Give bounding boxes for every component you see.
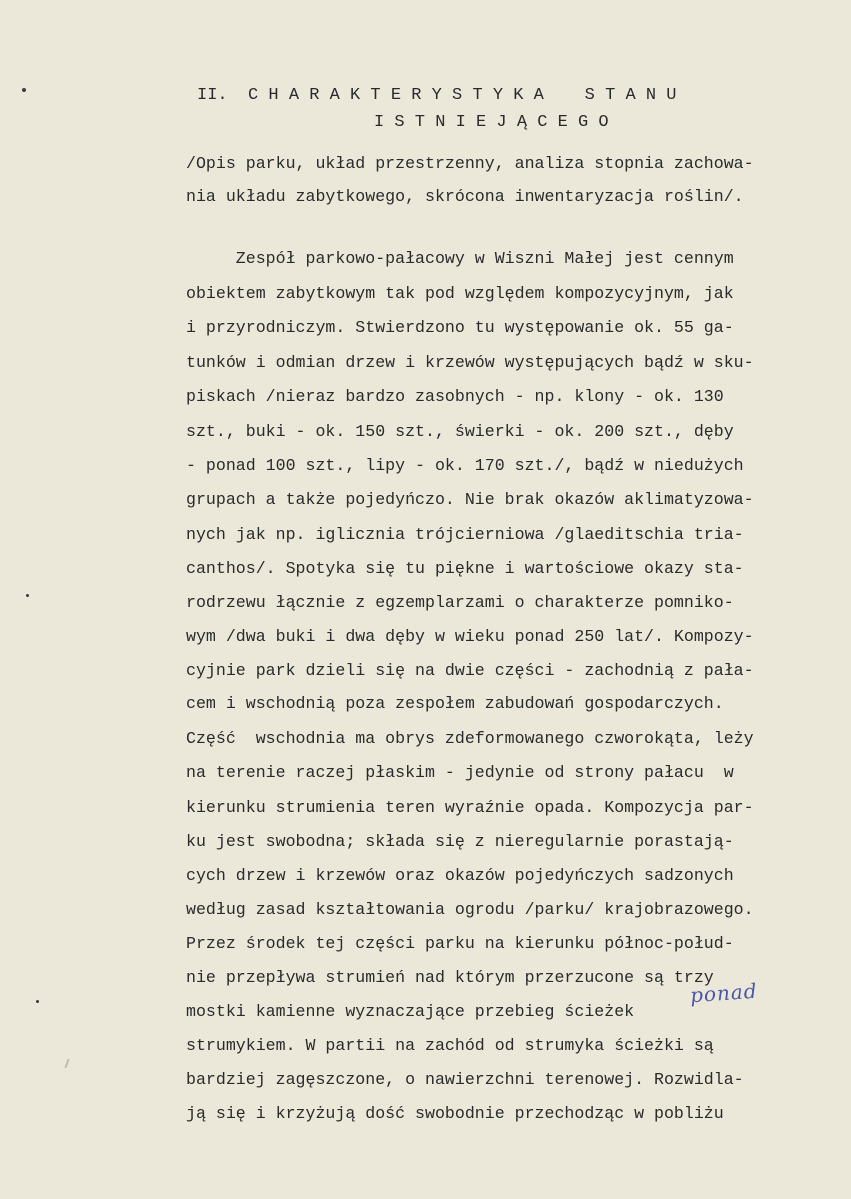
subtitle-line: nia układu zabytkowego, skrócona inwentaryzacja roślin/. <box>186 187 744 206</box>
paragraph-line: canthos/. Spotyka się tu piękne i wartościowe okazy sta- <box>186 559 744 578</box>
paragraph-line: cem i wschodnią poza zespołem zabudowań gospodarczych. <box>186 694 724 713</box>
margin-mark <box>22 88 26 92</box>
paragraph-line: obiektem zabytkowym tak pod względem kompozycyjnym, jak <box>186 284 734 303</box>
paragraph-line: na terenie raczej płaskim - jedynie od strony pałacu w <box>186 763 734 782</box>
paragraph-line: strumykiem. W partii na zachód od strumyka ścieżki są <box>186 1036 714 1055</box>
margin-mark <box>36 1000 39 1003</box>
paragraph-line: cyjnie park dzieli się na dwie części - zachodnią z pała- <box>186 661 754 680</box>
paragraph-line: ją się i krzyżują dość swobodnie przechodząc w pobliżu <box>186 1104 724 1123</box>
paragraph-line: bardziej zagęszczone, o nawierzchni terenowej. Rozwidla- <box>186 1070 744 1089</box>
paragraph-line: tunków i odmian drzew i krzewów występujących bądź w sku- <box>186 353 754 372</box>
paragraph-line: wym /dwa buki i dwa dęby w wieku ponad 250 lat/. Kompozy- <box>186 627 754 646</box>
paragraph-line: nych jak np. iglicznia trójcierniowa /glaeditschia tria- <box>186 525 744 544</box>
section-heading: II. C H A R A K T E R Y S T Y K A S T A N U <box>197 86 677 105</box>
paragraph-line: i przyrodniczym. Stwierdzono tu występowanie ok. 55 ga- <box>186 318 734 337</box>
paragraph-line: Zespół parkowo-pałacowy w Wiszni Małej jest cennym <box>186 249 734 268</box>
paragraph-line: piskach /nieraz bardzo zasobnych - np. klony - ok. 130 <box>186 387 724 406</box>
paragraph-line: kierunku strumienia teren wyraźnie opada. Kompozycja par- <box>186 798 754 817</box>
paragraph-line: według zasad kształtowania ogrodu /parku/ krajobrazowego. <box>186 900 754 919</box>
paragraph-line: mostki kamienne wyznaczające przebieg ścieżek <box>186 1002 635 1021</box>
paragraph-line: cych drzew i krzewów oraz okazów pojedyńczych sadzonych <box>186 866 734 885</box>
paragraph-line: szt., buki - ok. 150 szt., świerki - ok. 200 szt., dęby <box>186 422 734 441</box>
margin-mark <box>26 594 29 597</box>
paragraph-line: rodrzewu łącznie z egzemplarzami o charakterze pomniko- <box>186 593 734 612</box>
margin-mark <box>65 1059 70 1068</box>
paragraph-line: Przez środek tej części parku na kierunku północ-połud- <box>186 934 734 953</box>
paragraph-line: ku jest swobodna; składa się z nieregularnie porastają- <box>186 832 734 851</box>
section-heading-continued: I S T N I E J Ą C E G O <box>374 113 609 132</box>
paragraph-line: grupach a także pojedyńczo. Nie brak okazów aklimatyzowa- <box>186 490 754 509</box>
paragraph-line: - ponad 100 szt., lipy - ok. 170 szt./, bądź w niedużych <box>186 456 744 475</box>
handwritten-annotation: ponad <box>689 978 759 1008</box>
paragraph-line: nie przepływa strumień nad którym przerzucone są trzy <box>186 968 714 987</box>
paragraph-line: Część wschodnia ma obrys zdeformowanego czworokąta, leży <box>186 729 754 748</box>
subtitle-line: /Opis parku, układ przestrzenny, analiza stopnia zachowa- <box>186 154 754 173</box>
